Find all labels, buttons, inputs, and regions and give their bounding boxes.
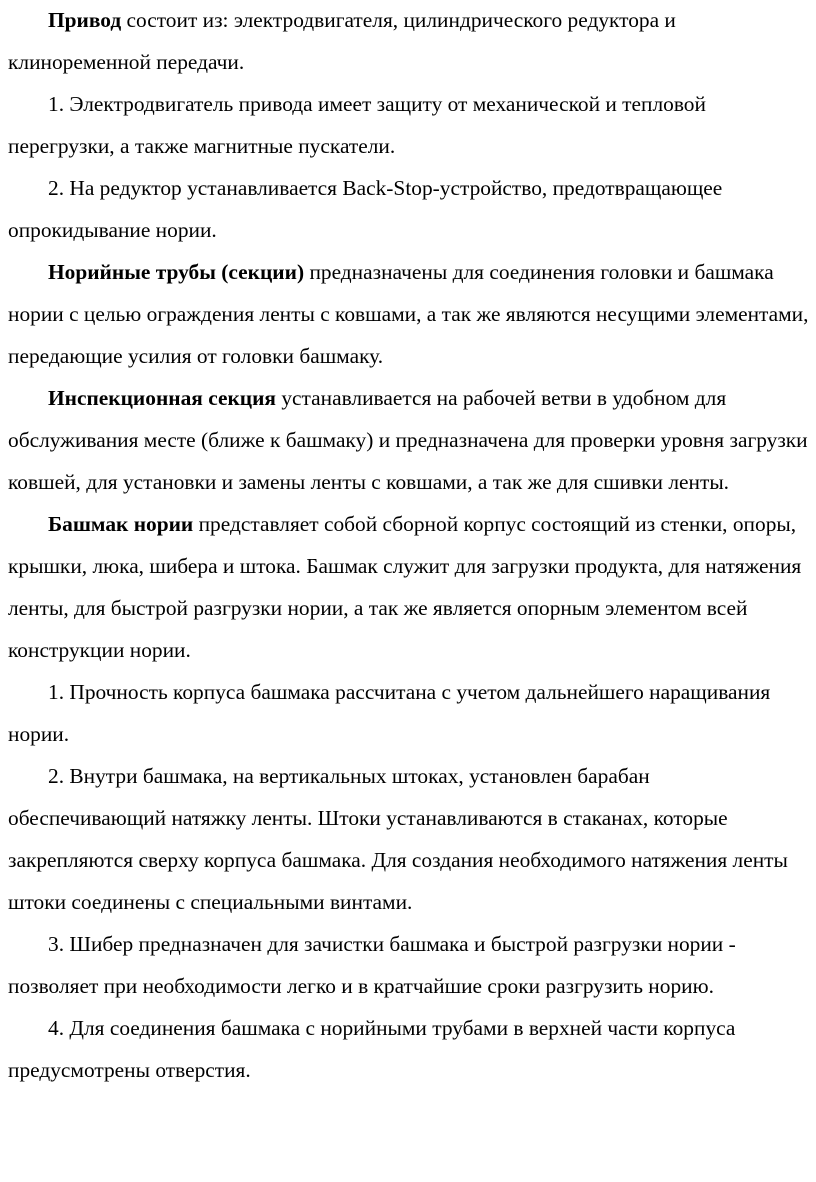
term-drive: Привод <box>48 8 122 32</box>
paragraph-boot-holes-text: 4. Для соединения башмака с норийными трубами в верхней части корпуса предусмотрены отверстия. <box>8 1016 736 1082</box>
paragraph-tubes <box>8 251 810 377</box>
paragraph-tubes-text: предназначены для соединения головки и башмака нории с целью ограждения ленты с ковшами, а так же являются несущими элементами, передающие усилия от головки башмаку. <box>8 260 809 368</box>
paragraph-boot-strength-text: 1. Прочность корпуса башмака рассчитана с учетом дальнейшего наращивания нории. <box>8 680 771 746</box>
paragraph-boot-text: представляет собой сборной корпус состоящий из стенки, опоры, крышки, люка, шибера и штока. Башмак служит для загрузки продукта, для натяжения ленты, для быстрой разгрузки нории, а так же является опорным элементом всей конструкции нории. <box>8 512 802 662</box>
paragraph-inspection-text: устанавливается на рабочей ветви в удобном для обслуживания месте (ближе к башмаку) и предназначена для проверки уровня загрузки ковшей, для установки и замены ленты с ковшами, а так же для сшивки ленты. <box>8 386 808 494</box>
paragraph-boot-gate-text: 3. Шибер предназначен для зачистки башмака и быстрой разгрузки нории - позволяет при необходимости легко и в кратчайшие сроки разгрузить норию. <box>8 932 736 998</box>
term-tubes: Норийные трубы (секции) <box>48 260 305 284</box>
paragraph-boot-strength <box>8 671 810 755</box>
paragraph-inspection <box>8 377 810 503</box>
paragraph-drive-motor <box>8 83 810 167</box>
paragraph-drive-reducer <box>8 167 810 251</box>
paragraph-boot-drum-text: 2. Внутри башмака, на вертикальных штоках, установлен барабан обеспечивающий натяжку ленты. Штоки устанавливаются в стаканах, которые закрепляются сверху корпуса башмака. Для создания необходимого натяжения ленты штоки соединены с специальными винтами. <box>8 764 788 914</box>
term-boot: Башмак нории <box>48 512 194 536</box>
paragraph-drive <box>8 0 810 83</box>
paragraph-boot-gate <box>8 923 810 1007</box>
paragraph-boot <box>8 503 810 671</box>
paragraph-drive-reducer-text: 2. На редуктор устанавливается Back-Stop-устройство, предотвращающее опрокидывание нории. <box>8 176 723 242</box>
paragraph-drive-motor-text: 1. Электродвигатель привода имеет защиту от механической и тепловой перегрузки, а также магнитные пускатели. <box>8 92 706 158</box>
paragraph-boot-holes <box>8 1007 810 1091</box>
paragraph-drive-text: состоит из: электродвигателя, цилиндрического редуктора и клиноременной передачи. <box>8 8 676 74</box>
paragraph-boot-drum <box>8 755 810 923</box>
term-inspection: Инспекционная секция <box>48 386 277 410</box>
